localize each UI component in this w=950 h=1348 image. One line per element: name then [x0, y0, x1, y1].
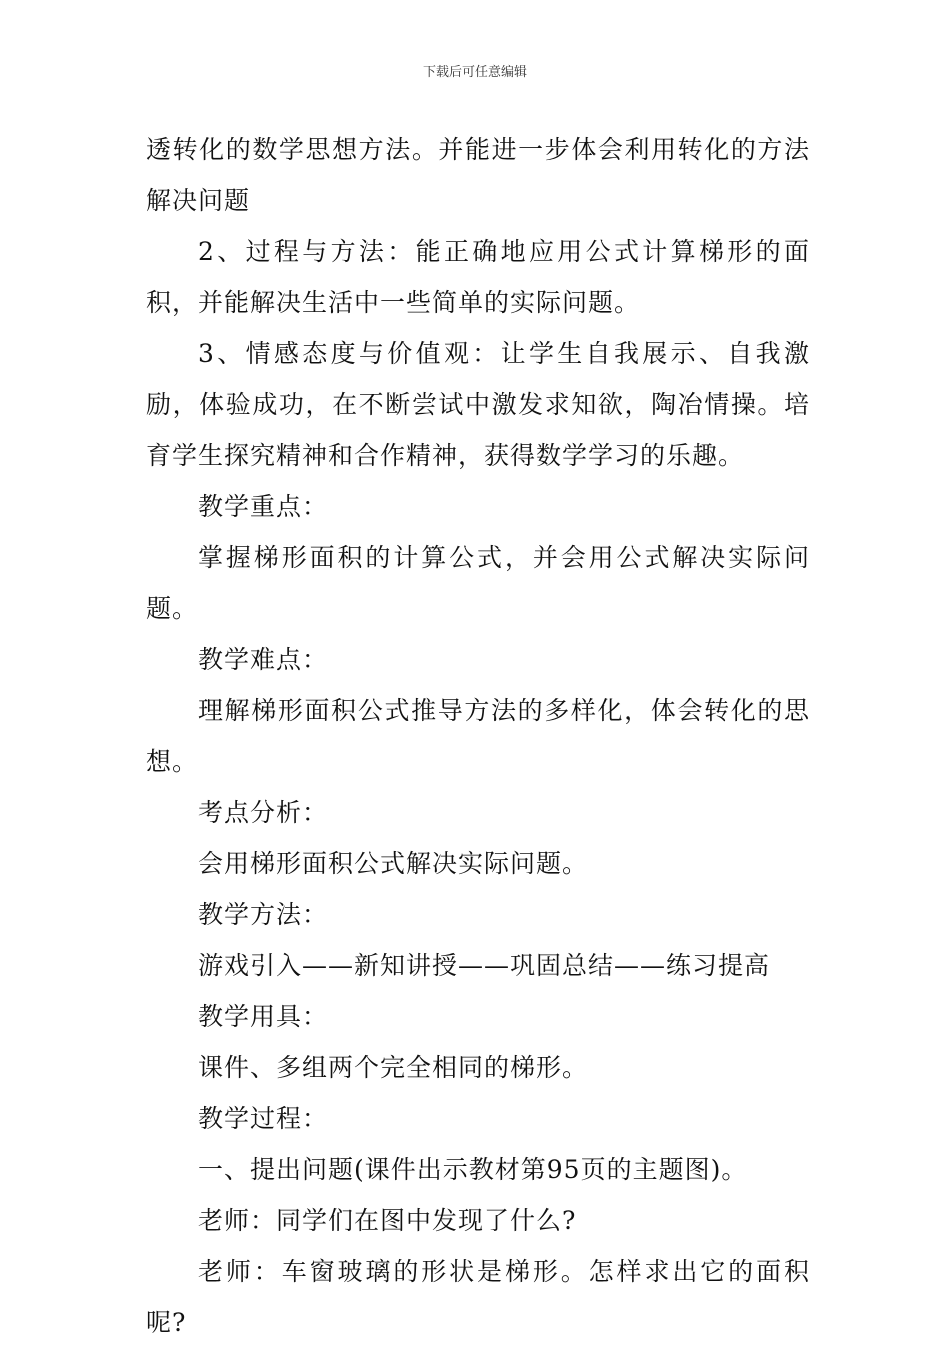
heading-teaching-method: 教学方法：	[198, 900, 329, 929]
heading-difficulties: 教学难点：	[198, 645, 329, 674]
paragraph-process-method: 2、过程与方法：能正确地应用公式计算梯形的面积，并能解决生活中一些简单的实际问题。	[146, 237, 810, 317]
paragraph-key-points: 掌握梯形面积的计算公式，并会用公式解决实际问题。	[146, 543, 810, 623]
paragraph-difficulties: 理解梯形面积公式推导方法的多样化，体会转化的思想。	[146, 696, 810, 776]
paragraph-emotion-values: 3、情感态度与价值观：让学生自我展示、自我激励，体验成功，在不断尝试中激发求知欲，陶冶情操。培育学生探究精神和合作精神，获得数学学习的乐趣。	[146, 339, 810, 470]
heading-key-points: 教学重点：	[198, 492, 329, 521]
paragraph-exam-analysis: 会用梯形面积公式解决实际问题。	[198, 849, 589, 878]
paragraph-teacher-question-1: 老师：同学们在图中发现了什么?	[198, 1206, 577, 1235]
heading-exam-analysis: 考点分析：	[198, 798, 329, 827]
document-body	[146, 124, 810, 1348]
paragraph-raise-question: 一、提出问题(课件出示教材第95页的主题图)。	[198, 1155, 748, 1184]
heading-teaching-process: 教学过程：	[198, 1104, 329, 1133]
paragraph-teaching-tools: 课件、多组两个完全相同的梯形。	[198, 1053, 589, 1082]
paragraph-teacher-question-2: 老师：车窗玻璃的形状是梯形。怎样求出它的面积呢?	[146, 1257, 810, 1337]
heading-teaching-tools: 教学用具：	[198, 1002, 329, 1031]
paragraph-teaching-method: 游戏引入——新知讲授——巩固总结——练习提高	[198, 951, 771, 980]
page-header: 下载后可任意编辑	[422, 65, 527, 80]
paragraph-objective-continued: 透转化的数学思想方法。并能进一步体会利用转化的方法解决问题	[146, 135, 810, 215]
